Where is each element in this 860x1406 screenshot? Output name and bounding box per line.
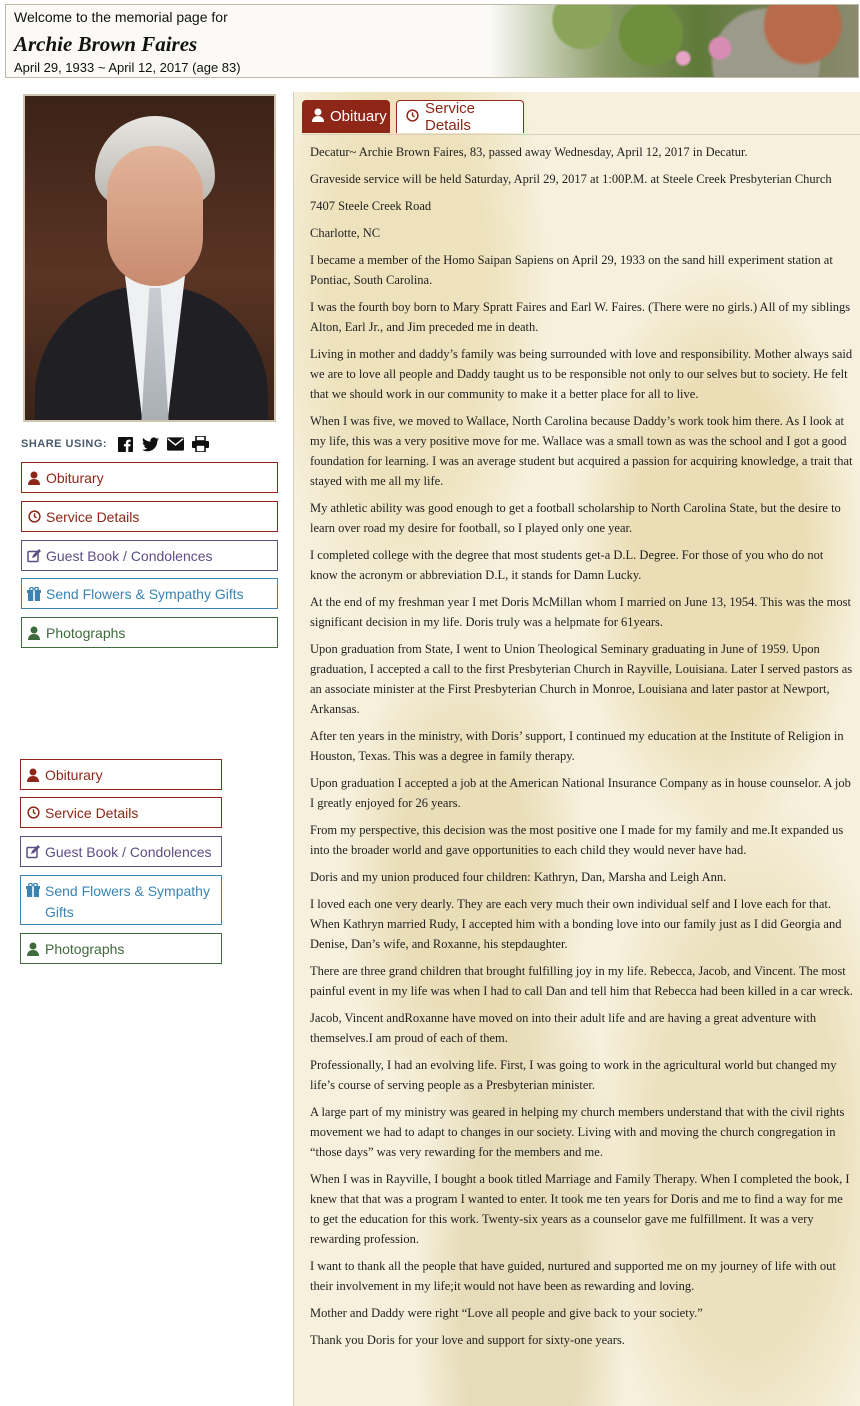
clock-icon [27, 510, 41, 524]
obituary-paragraph: Mother and Daddy were right “Love all people and give back to your society.” [310, 1306, 703, 1320]
nav-label: Obiturary [45, 766, 103, 783]
obituary-paragraph: Graveside service will be held Saturday, April 29, 2017 at 1:00P.M. at Steele Creek Presbyterian Church [310, 172, 832, 186]
nav-label: Service Details [46, 508, 140, 525]
nav-label: Send Flowers & Sympathy Gifts [45, 883, 210, 920]
edit-icon [26, 845, 40, 859]
nav-service-details-button[interactable] [21, 501, 278, 532]
tab-service-details[interactable] [396, 100, 524, 133]
nav-label: Photographs [45, 940, 125, 957]
tab-label: Obituary [330, 108, 387, 125]
edit-icon [27, 549, 41, 563]
nav-guest-book-button[interactable] [21, 540, 278, 571]
clock-icon [26, 806, 40, 820]
garden-banner-image [398, 5, 858, 77]
obituary-panel [293, 92, 860, 1406]
nav-obituary-button[interactable] [21, 462, 278, 493]
nav-label: Send Flowers & Sympathy Gifts [46, 585, 244, 602]
nav-obituary-button[interactable] [20, 759, 222, 790]
nav-label: Guest Book / Condolences [45, 843, 212, 860]
nav-guest-book-button[interactable] [20, 836, 222, 867]
obituary-paragraph: Upon graduation from State, I went to Union Theological Seminary graduating in June of 1959. Upon graduation, I accepted a call to the first Presbyterian Church in Rayville, Louisiana. Later I served pastors as an associate minister at the First Presbyterian Church in Monroe, Louisiana and later pastor at Newport, Arkansas. [310, 642, 853, 716]
nav-label: Service Details [45, 804, 139, 821]
obituary-paragraph: Charlotte, NC [310, 226, 381, 240]
obituary-paragraph: Jacob, Vincent andRoxanne have moved on into their adult life and are having a great adventure with themselves.I am proud of each of them. [310, 1011, 817, 1045]
portrait-photo [23, 94, 276, 422]
person-icon [312, 108, 324, 126]
gift-icon [26, 883, 40, 897]
clock-icon [406, 109, 419, 126]
nav-photographs-button[interactable] [20, 933, 222, 964]
obituary-paragraph: I completed college with the degree that most students get-a D.L. Degree. For those of you who do not know the acronym or abbreviation D.L, it stands for Damn Lucky. [310, 548, 824, 582]
facebook-icon[interactable] [117, 436, 134, 453]
obituary-paragraph: I was the fourth boy born to Mary Spratt Faires and Earl W. Faires. (There were no girls.) All of my siblings Alton, Earl Jr., and Jim preceded me in death. [310, 300, 851, 334]
obituary-paragraph: After ten years in the ministry, with Doris’ support, I continued my education at the Institute of Religion in Houston, Texas. This was a degree in family therapy. [310, 729, 844, 763]
life-dates: April 29, 1933 ~ April 12, 2017 (age 83) [14, 60, 241, 75]
print-icon[interactable] [192, 436, 209, 453]
obituary-paragraph: Living in mother and daddy’s family was being surrounded with love and responsibility. Mother always said we are to love all people and Daddy taught us to be responsible not only to our selves but to society. He felt that we should work in our community to make it a better place for all to live. [310, 347, 853, 401]
share-bar [21, 434, 209, 454]
obituary-paragraph: There are three grand children that brought fulfilling joy in my life. Rebecca, Jacob, and Vincent. The most painful event in my life was when I had to call Dan and tell him that Rebecca had been killed in a car wreck. [310, 964, 853, 998]
obituary-paragraph: 7407 Steele Creek Road [310, 199, 432, 213]
tab-obituary[interactable] [302, 100, 390, 133]
obituary-text [310, 142, 853, 1357]
share-label: SHARE USING: [21, 438, 108, 450]
person-icon [26, 768, 40, 782]
tab-bar [302, 100, 860, 135]
person-icon [26, 942, 40, 956]
obituary-paragraph: When I was five, we moved to Wallace, North Carolina because Daddy’s work took him there. As I look at my life, this was a very positive move for me. Wallace was a small town as was the school and I got a good foundation for learning. I was an average student but acquired a passion for acquiring knowledge, a trait that stayed with me all my life. [310, 414, 853, 488]
obituary-paragraph: At the end of my freshman year I met Doris McMillan whom I married on June 13, 1954. This was the most significant decision in my life. Doris truly was a helpmate for 61years. [310, 595, 851, 629]
obituary-paragraph: I became a member of the Homo Saipan Sapiens on April 29, 1933 on the sand hill experiment station at Pontiac, South Carolina. [310, 253, 833, 287]
obituary-paragraph: Doris and my union produced four children: Kathryn, Dan, Marsha and Leigh Ann. [310, 870, 727, 884]
nav-photographs-button[interactable] [21, 617, 278, 648]
person-icon [27, 471, 41, 485]
nav-send-flowers-button[interactable] [21, 578, 278, 609]
obituary-paragraph: A large part of my ministry was geared in helping my church members understand that with the civil rights movement we had to adapt to changes in our society. Living with and moving the church congregation in “those days” was very rewarding for the members and me. [310, 1105, 845, 1159]
memorial-header [5, 4, 859, 78]
obituary-paragraph: My athletic ability was good enough to get a football scholarship to North Carolina State, but the desire to learn over road my desire for football, so I played only one year. [310, 501, 841, 535]
obituary-paragraph: I want to thank all the people that have guided, nurtured and supported me on my journey of life with out their involvement in my life;it would not have been as rewarding and loving. [310, 1259, 836, 1293]
nav-label: Photographs [46, 624, 126, 641]
nav-send-flowers-button[interactable] [20, 875, 222, 925]
nav-label: Obiturary [46, 469, 104, 486]
obituary-paragraph: I loved each one very dearly. They are each very much their own individual self and I love each for that. When Kathryn married Rudy, I accepted him with a bonding love into our family just as I did Georgia and Denise, Dan’s wife, and Roxanne, his stepdaughter. [310, 897, 842, 951]
deceased-name: Archie Brown Faires [14, 32, 198, 56]
obituary-paragraph: From my perspective, this decision was the most positive one I made for my family and me.It expanded us into the broader world and gave opportunities to each child they would never have had. [310, 823, 844, 857]
obituary-paragraph: Professionally, I had an evolving life. First, I was going to work in the agricultural world but changed my life’s course of serving people as a Presbyterian minister. [310, 1058, 837, 1092]
nav-label: Guest Book / Condolences [46, 547, 213, 564]
person-icon [27, 626, 41, 640]
email-icon[interactable] [167, 436, 184, 453]
obituary-paragraph: Upon graduation I accepted a job at the American National Insurance Company as in house counselor. A job I greatly enjoyed for 26 years. [310, 776, 851, 810]
obituary-paragraph: Thank you Doris for your love and support for sixty-one years. [310, 1333, 625, 1347]
twitter-icon[interactable] [142, 436, 159, 453]
nav-service-details-button[interactable] [20, 797, 222, 828]
obituary-paragraph: When I was in Rayville, I bought a book titled Marriage and Family Therapy. When I completed the book, I knew that that was a program I wanted to enter. It took me ten years for Doris and me to find a way for me to get the education for this work. Twenty-six years as a counselor gave me fulfillment. It was a very rewarding profession. [310, 1172, 850, 1246]
obituary-paragraph: Decatur~ Archie Brown Faires, 83, passed away Wednesday, April 12, 2017 in Decatur. [310, 145, 748, 159]
welcome-text: Welcome to the memorial page for [14, 9, 228, 25]
tab-label: Service Details [425, 100, 476, 134]
gift-icon [27, 587, 41, 601]
